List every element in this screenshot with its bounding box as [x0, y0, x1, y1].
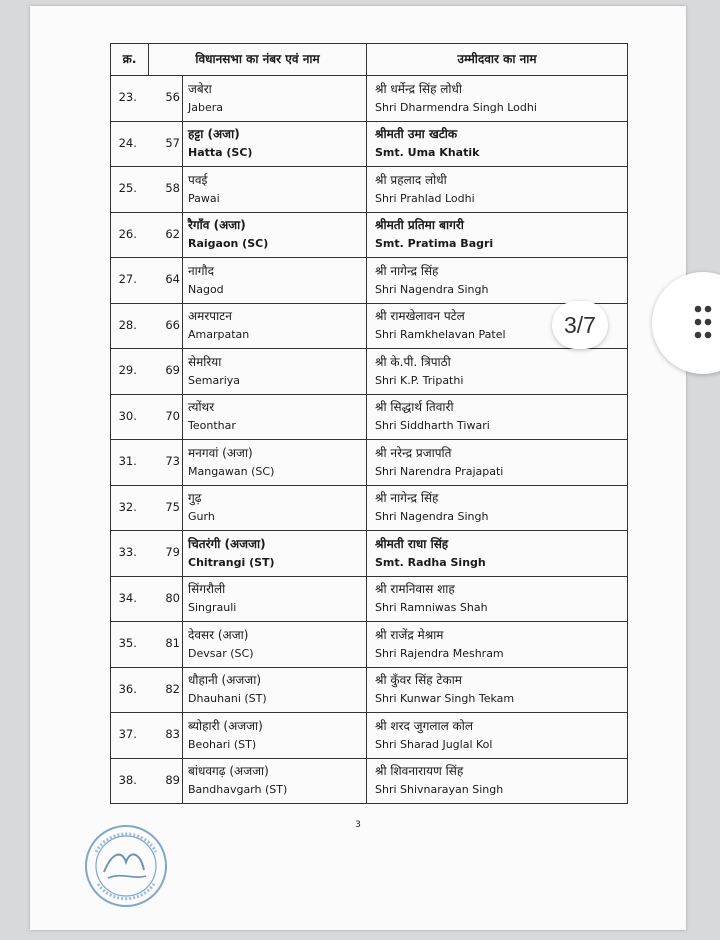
candidate-name-hindi: श्री प्रहलाद लोधी [375, 172, 447, 187]
serial-number: 33. [111, 531, 149, 577]
constituency-name-english: Beohari (ST) [188, 737, 257, 751]
constituency-name [183, 121, 367, 167]
serial-number: 37. [111, 713, 149, 759]
constituency-number: 89 [149, 758, 183, 804]
constituency-name-hindi: देवसर (अजा) [188, 627, 249, 642]
constituency-name-english: Bandhavgarh (ST) [188, 783, 288, 797]
constituency-name-hindi: सेमरिया [188, 354, 222, 369]
serial-number: 38. [111, 758, 149, 804]
constituency-name-hindi: हट्टा (अजा) [188, 127, 240, 142]
constituency-name-hindi: जबेरा [188, 81, 212, 96]
serial-number: 34. [111, 576, 149, 622]
constituency-number: 73 [149, 440, 183, 486]
page-indicator: 3/7 [552, 301, 608, 349]
constituency-number: 83 [149, 713, 183, 759]
table-row [111, 303, 628, 349]
serial-number: 36. [111, 667, 149, 713]
serial-number: 29. [111, 349, 149, 395]
constituency-name [183, 667, 367, 713]
candidate-name [367, 394, 628, 440]
table-header-row [111, 44, 628, 76]
table-row [111, 121, 628, 167]
constituency-name [183, 212, 367, 258]
table-row [111, 258, 628, 304]
serial-number: 32. [111, 485, 149, 531]
candidate-name-hindi: श्री सिद्धार्थ तिवारी [375, 400, 454, 415]
constituency-name [183, 440, 367, 486]
constituency-number: 70 [149, 394, 183, 440]
constituency-name-english: Raigaon (SC) [188, 237, 269, 251]
constituency-number: 57 [149, 121, 183, 167]
constituency-name [183, 713, 367, 759]
constituency-name-english: Devsar (SC) [188, 646, 254, 660]
document-page [30, 6, 686, 930]
table-row [111, 622, 628, 668]
constituency-name [183, 576, 367, 622]
constituency-name-english: Jabera [188, 100, 223, 114]
serial-number: 24. [111, 121, 149, 167]
constituency-name-hindi: ब्योहारी (अजजा) [188, 718, 263, 733]
constituency-name-hindi: धौहानी (अजजा) [188, 673, 261, 688]
candidate-table [110, 43, 628, 804]
constituency-number: 66 [149, 303, 183, 349]
serial-number: 27. [111, 258, 149, 304]
constituency-name-hindi: मनगवां (अजा) [188, 445, 253, 460]
candidate-name [367, 622, 628, 668]
table-row [111, 212, 628, 258]
constituency-number: 79 [149, 531, 183, 577]
constituency-name [183, 167, 367, 213]
candidate-name-english: Smt. Radha Singh [375, 555, 486, 569]
candidate-name-english: Shri Narendra Prajapati [375, 464, 504, 478]
constituency-number: 64 [149, 258, 183, 304]
serial-number: 28. [111, 303, 149, 349]
serial-number: 35. [111, 622, 149, 668]
candidate-name-hindi: श्री के.पी. त्रिपाठी [375, 354, 451, 369]
candidate-name [367, 167, 628, 213]
more-vertical-icon [694, 305, 712, 339]
candidate-name-english: Shri Nagendra Singh [375, 510, 489, 524]
table-row [111, 485, 628, 531]
candidate-name [367, 576, 628, 622]
table-row [111, 76, 628, 122]
header-constituency: विधानसभा का नंबर एवं नाम [149, 44, 367, 76]
constituency-name [183, 349, 367, 395]
candidate-name [367, 349, 628, 395]
candidate-name [367, 713, 628, 759]
constituency-number: 56 [149, 76, 183, 122]
candidate-name [367, 485, 628, 531]
table-row [111, 531, 628, 577]
candidate-name-english: Shri Siddharth Tiwari [375, 419, 490, 433]
constituency-name-hindi: नागौद [188, 263, 215, 278]
candidate-name-english: Shri Kunwar Singh Tekam [375, 692, 515, 706]
constituency-number: 80 [149, 576, 183, 622]
candidate-name-english: Shri Dharmendra Singh Lodhi [375, 100, 537, 114]
constituency-name [183, 394, 367, 440]
header-serial: क्र. [111, 44, 149, 76]
serial-number: 25. [111, 167, 149, 213]
party-seal-stamp [82, 822, 170, 910]
constituency-number: 58 [149, 167, 183, 213]
candidate-name-hindi: श्रीमती राधा सिंह [375, 536, 449, 551]
constituency-name [183, 303, 367, 349]
constituency-name-hindi: सिंगरौली [188, 582, 226, 597]
constituency-name-english: Singrauli [188, 601, 237, 615]
constituency-name-english: Teonthar [188, 419, 236, 433]
table-row [111, 576, 628, 622]
candidate-name-english: Shri Rajendra Meshram [375, 646, 504, 660]
page-number: 3 [355, 820, 361, 830]
constituency-name-english: Semariya [188, 373, 241, 387]
candidate-name-hindi: श्री रामखेलावन पटेल [375, 309, 465, 324]
candidate-name-hindi: श्रीमती उमा खटीक [375, 127, 458, 142]
constituency-name-english: Dhauhani (ST) [188, 692, 267, 706]
candidate-name [367, 76, 628, 122]
serial-number: 31. [111, 440, 149, 486]
constituency-number: 82 [149, 667, 183, 713]
constituency-name-hindi: अमरपाटन [188, 309, 232, 324]
candidate-name-hindi: श्री नागेन्द्र सिंह [375, 263, 439, 278]
candidate-name-english: Smt. Pratima Bagri [375, 237, 494, 251]
constituency-name-english: Gurh [188, 510, 215, 524]
candidate-name-hindi: श्री कुँवर सिंह टेकाम [375, 673, 462, 688]
candidate-name-hindi: श्री धर्मेन्द्र सिंह लोधी [375, 81, 463, 96]
table-row [111, 440, 628, 486]
candidate-name-english: Shri Shivnarayan Singh [375, 783, 504, 797]
constituency-name-hindi: त्योंथर [188, 400, 215, 415]
constituency-name [183, 758, 367, 804]
constituency-name-english: Pawai [188, 191, 220, 205]
candidate-name [367, 531, 628, 577]
candidate-name-english: Shri Ramniwas Shah [375, 601, 488, 615]
constituency-name [183, 531, 367, 577]
constituency-name-hindi: पवई [188, 172, 208, 187]
candidate-name-english: Shri K.P. Tripathi [375, 373, 464, 387]
candidate-name-english: Shri Ramkhelavan Patel [375, 328, 506, 342]
table-row [111, 394, 628, 440]
constituency-name-hindi: गुढ़ [188, 491, 202, 506]
candidate-name [367, 440, 628, 486]
table-row [111, 713, 628, 759]
constituency-name-english: Hatta (SC) [188, 146, 253, 160]
constituency-name-hindi: चितरंगी (अजजा) [188, 536, 266, 551]
table-row [111, 758, 628, 804]
candidate-name [367, 121, 628, 167]
candidate-name [367, 667, 628, 713]
constituency-number: 69 [149, 349, 183, 395]
constituency-name [183, 622, 367, 668]
candidate-name-hindi: श्री शिवनारायण सिंह [375, 764, 464, 779]
serial-number: 23. [111, 76, 149, 122]
constituency-number: 81 [149, 622, 183, 668]
candidate-name-hindi: श्री रामनिवास शाह [375, 582, 455, 597]
table-row [111, 349, 628, 395]
constituency-name [183, 76, 367, 122]
candidate-name-hindi: श्री नागेन्द्र सिंह [375, 491, 439, 506]
header-candidate: उम्मीदवार का नाम [367, 44, 628, 76]
constituency-name-english: Nagod [188, 282, 224, 296]
candidate-name [367, 258, 628, 304]
candidate-name [367, 212, 628, 258]
candidate-name-hindi: श्री राजेंद्र मेश्राम [375, 627, 444, 642]
constituency-number: 75 [149, 485, 183, 531]
candidate-name [367, 758, 628, 804]
candidate-name-hindi: श्रीमती प्रतिमा बागरी [375, 218, 464, 233]
constituency-name-english: Chitrangi (ST) [188, 555, 275, 569]
serial-number: 26. [111, 212, 149, 258]
table-row [111, 167, 628, 213]
candidate-name-english: Shri Prahlad Lodhi [375, 191, 475, 205]
constituency-name [183, 258, 367, 304]
table-row [111, 667, 628, 713]
constituency-name-hindi: रैगाँव (अजा) [188, 218, 246, 233]
candidate-name-english: Smt. Uma Khatik [375, 146, 480, 160]
candidate-name-english: Shri Sharad Juglal Kol [375, 737, 493, 751]
candidate-name-hindi: श्री नरेन्द्र प्रजापति [375, 445, 452, 460]
constituency-name-english: Mangawan (SC) [188, 464, 275, 478]
constituency-name [183, 485, 367, 531]
constituency-name-english: Amarpatan [188, 328, 250, 342]
constituency-number: 62 [149, 212, 183, 258]
serial-number: 30. [111, 394, 149, 440]
candidate-name-hindi: श्री शरद जुगलाल कोल [375, 718, 473, 733]
candidate-name-english: Shri Nagendra Singh [375, 282, 489, 296]
constituency-name-hindi: बांधवगढ़ (अजजा) [188, 764, 269, 779]
